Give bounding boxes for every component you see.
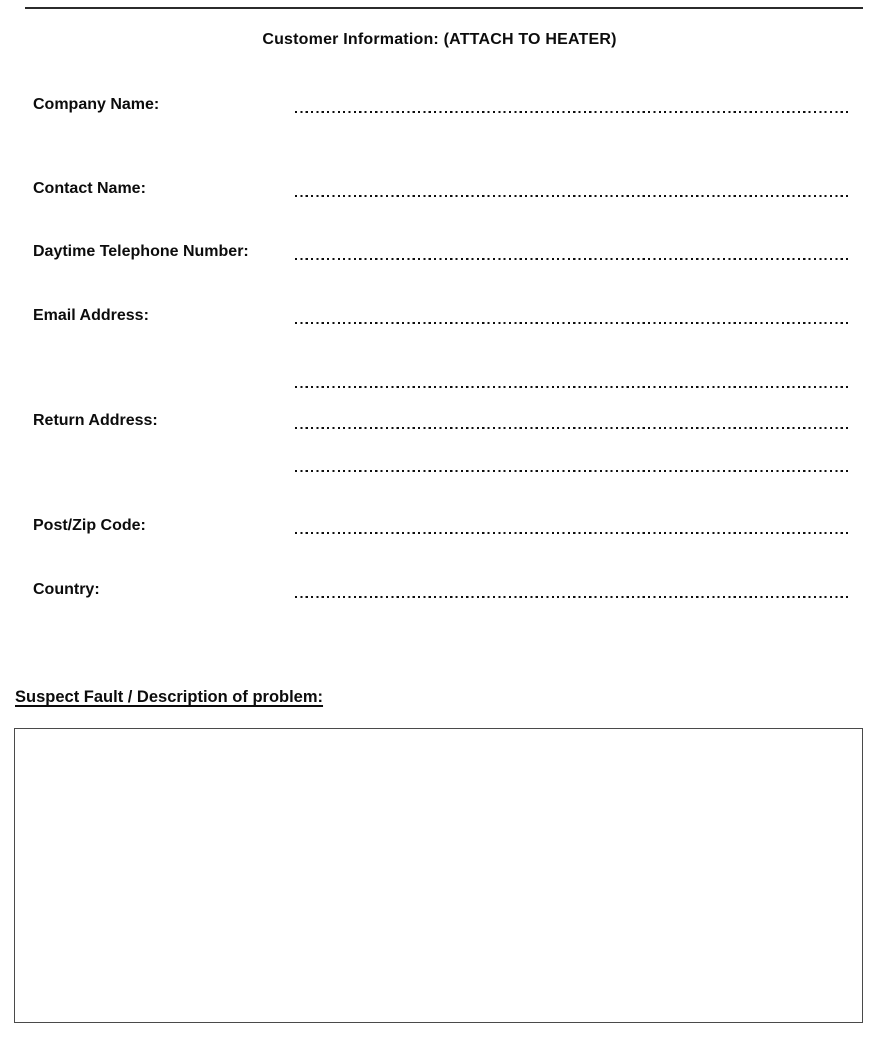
fault-description-box[interactable] xyxy=(14,728,863,1023)
country-label: Country: xyxy=(33,581,100,598)
fault-section-heading: Suspect Fault / Description of problem: xyxy=(15,688,324,706)
field-row-contact-name xyxy=(0,180,879,198)
email-address-blank[interactable] xyxy=(295,322,848,325)
field-row-country xyxy=(0,581,879,599)
page-top-rule xyxy=(25,7,863,9)
field-row-daytime-telephone xyxy=(0,243,879,261)
company-name-blank[interactable] xyxy=(295,111,848,114)
contact-name-label: Contact Name: xyxy=(33,180,146,197)
field-row-blank-2 xyxy=(0,455,879,473)
extra-address-blank-1[interactable] xyxy=(295,386,848,389)
company-name-label: Company Name: xyxy=(33,96,160,113)
daytime-telephone-label: Daytime Telephone Number: xyxy=(33,243,249,260)
field-row-return-address xyxy=(0,412,879,430)
field-row-email-address xyxy=(0,307,879,325)
page-title: Customer Information: (ATTACH TO HEATER) xyxy=(262,31,617,48)
country-blank[interactable] xyxy=(295,596,848,599)
field-row-post-zip-code xyxy=(0,517,879,535)
post-zip-code-label: Post/Zip Code: xyxy=(33,517,146,534)
extra-address-blank-2[interactable] xyxy=(295,470,848,473)
daytime-telephone-blank[interactable] xyxy=(295,258,848,261)
field-row-company-name xyxy=(0,96,879,114)
contact-name-blank[interactable] xyxy=(295,195,848,198)
return-address-blank[interactable] xyxy=(295,427,848,430)
field-row-blank-1 xyxy=(0,371,879,389)
return-address-label: Return Address: xyxy=(33,412,158,429)
email-address-label: Email Address: xyxy=(33,307,149,324)
post-zip-code-blank[interactable] xyxy=(295,532,848,535)
